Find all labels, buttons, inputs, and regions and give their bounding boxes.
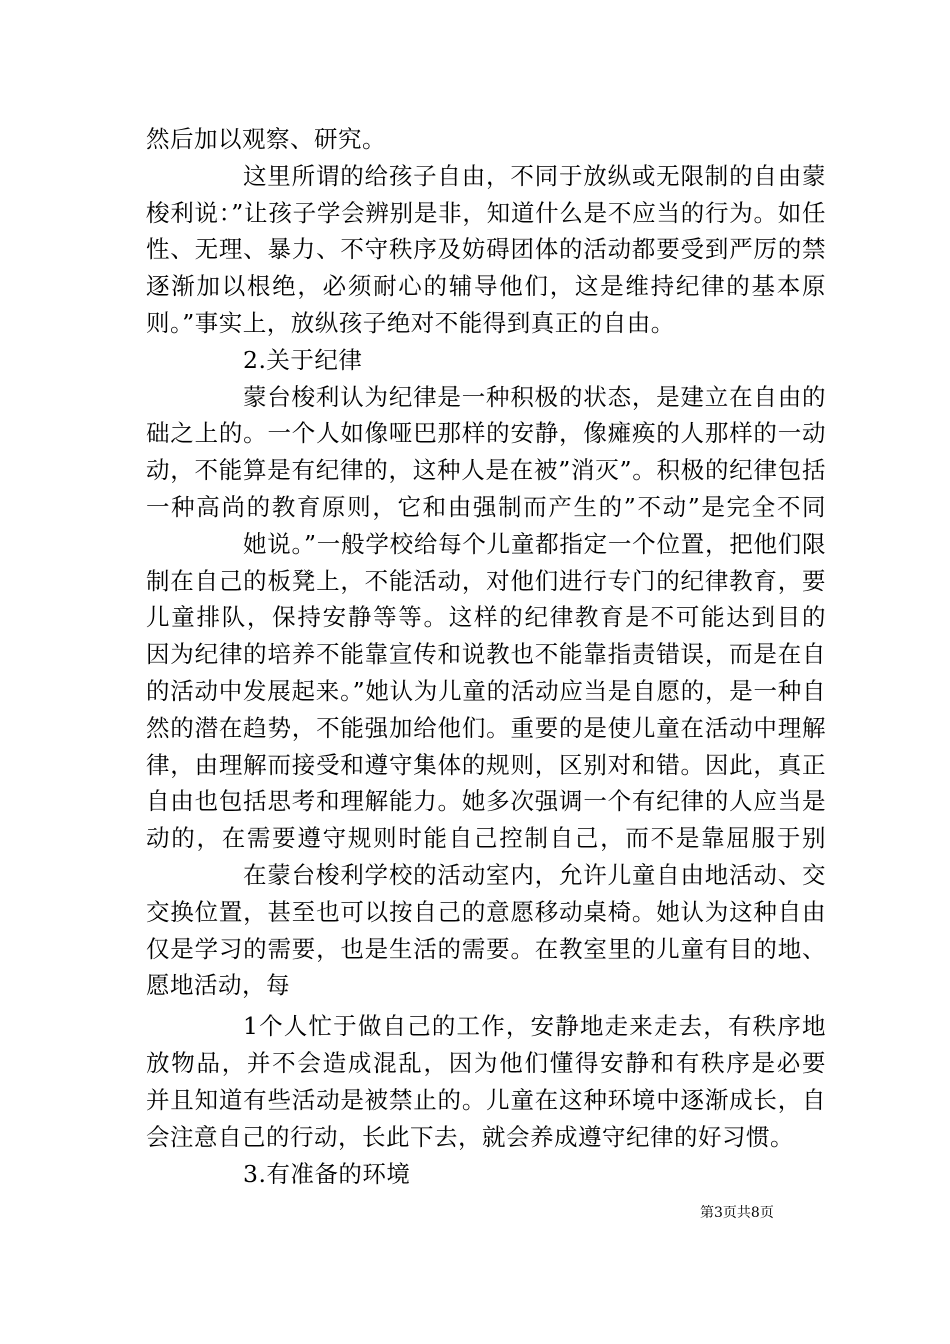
text-line: 础之上的。一个人如像哑巴那样的安静，像瘫痪的人那样的一动 bbox=[146, 419, 826, 447]
text-line: 蒙台梭利认为纪律是一种积极的状态，是建立在自由的 bbox=[243, 383, 826, 411]
section-heading: 3.有准备的环境 bbox=[243, 1160, 411, 1188]
text-line: 制在自己的板凳上，不能活动，对他们进行专门的纪律教育，要 bbox=[146, 567, 826, 595]
text-line: 1个人忙于做自己的工作，安静地走来走去，有秩序地 bbox=[243, 1012, 826, 1040]
section-heading: 2.关于纪律 bbox=[243, 346, 363, 374]
text-line: 在蒙台梭利学校的活动室内，允许儿童自由地活动、交 bbox=[243, 861, 826, 889]
page-number: 第3页共8页 bbox=[700, 1205, 774, 1221]
text-line: 然的潜在趋势，不能强加给他们。重要的是使儿童在活动中理解 bbox=[146, 714, 826, 742]
text-line: 则。”事实上，放纵孩子绝对不能得到真正的自由。 bbox=[146, 309, 675, 337]
text-line: 并且知道有些活动是被禁止的。儿童在这种环境中逐渐成长，自 bbox=[146, 1086, 826, 1114]
text-line: 动的，在需要遵守规则时能自己控制自己，而不是靠屈服于别 bbox=[146, 824, 826, 852]
text-line: 儿童排队，保持安静等等。这样的纪律教育是不可能达到目的 bbox=[146, 603, 826, 631]
text-line: 逐渐加以根绝，必须耐心的辅导他们，这是维持纪律的基本原 bbox=[146, 272, 826, 300]
text-line: 愿地活动，每 bbox=[146, 971, 290, 999]
text-line: 仅是学习的需要，也是生活的需要。在教室里的儿童有目的地、 bbox=[146, 935, 826, 963]
text-line: 自由也包括思考和理解能力。她多次强调一个有纪律的人应当是 bbox=[146, 787, 826, 815]
text-line: 梭利说：”让孩子学会辨别是非，知道什么是不应当的行为。如任 bbox=[146, 199, 826, 227]
text-line: 这里所谓的给孩子自由，不同于放纵或无限制的自由蒙 bbox=[243, 162, 826, 190]
text-line: 因为纪律的培养不能靠宣传和说教也不能靠指责错误，而是在自 bbox=[146, 640, 826, 668]
text-line: 的活动中发展起来。”她认为儿童的活动应当是自愿的，是一种自 bbox=[146, 677, 826, 705]
text-line: 动，不能算是有纪律的，这种人是在被”消灭”。积极的纪律包括 bbox=[146, 456, 826, 484]
text-line: 她说。”一般学校给每个儿童都指定一个位置，把他们限 bbox=[243, 530, 826, 558]
text-line: 然后加以观察、研究。 bbox=[146, 125, 386, 153]
text-line: 会注意自己的行动，长此下去，就会养成遵守纪律的好习惯。 bbox=[146, 1123, 794, 1151]
text-line: 性、无理、暴力、不守秩序及妨碍团体的活动都要受到严厉的禁 bbox=[146, 235, 826, 263]
text-line: 一种高尚的教育原则，它和由强制而产生的”不动”是完全不同 bbox=[146, 493, 826, 521]
text-line: 交换位置，甚至也可以按自己的意愿移动桌椅。她认为这种自由 bbox=[146, 898, 826, 926]
text-line: 律，由理解而接受和遵守集体的规则，区别对和错。因此，真正 bbox=[146, 751, 826, 779]
text-line: 放物品，并不会造成混乱，因为他们懂得安静和有秩序是必要 bbox=[146, 1049, 826, 1077]
